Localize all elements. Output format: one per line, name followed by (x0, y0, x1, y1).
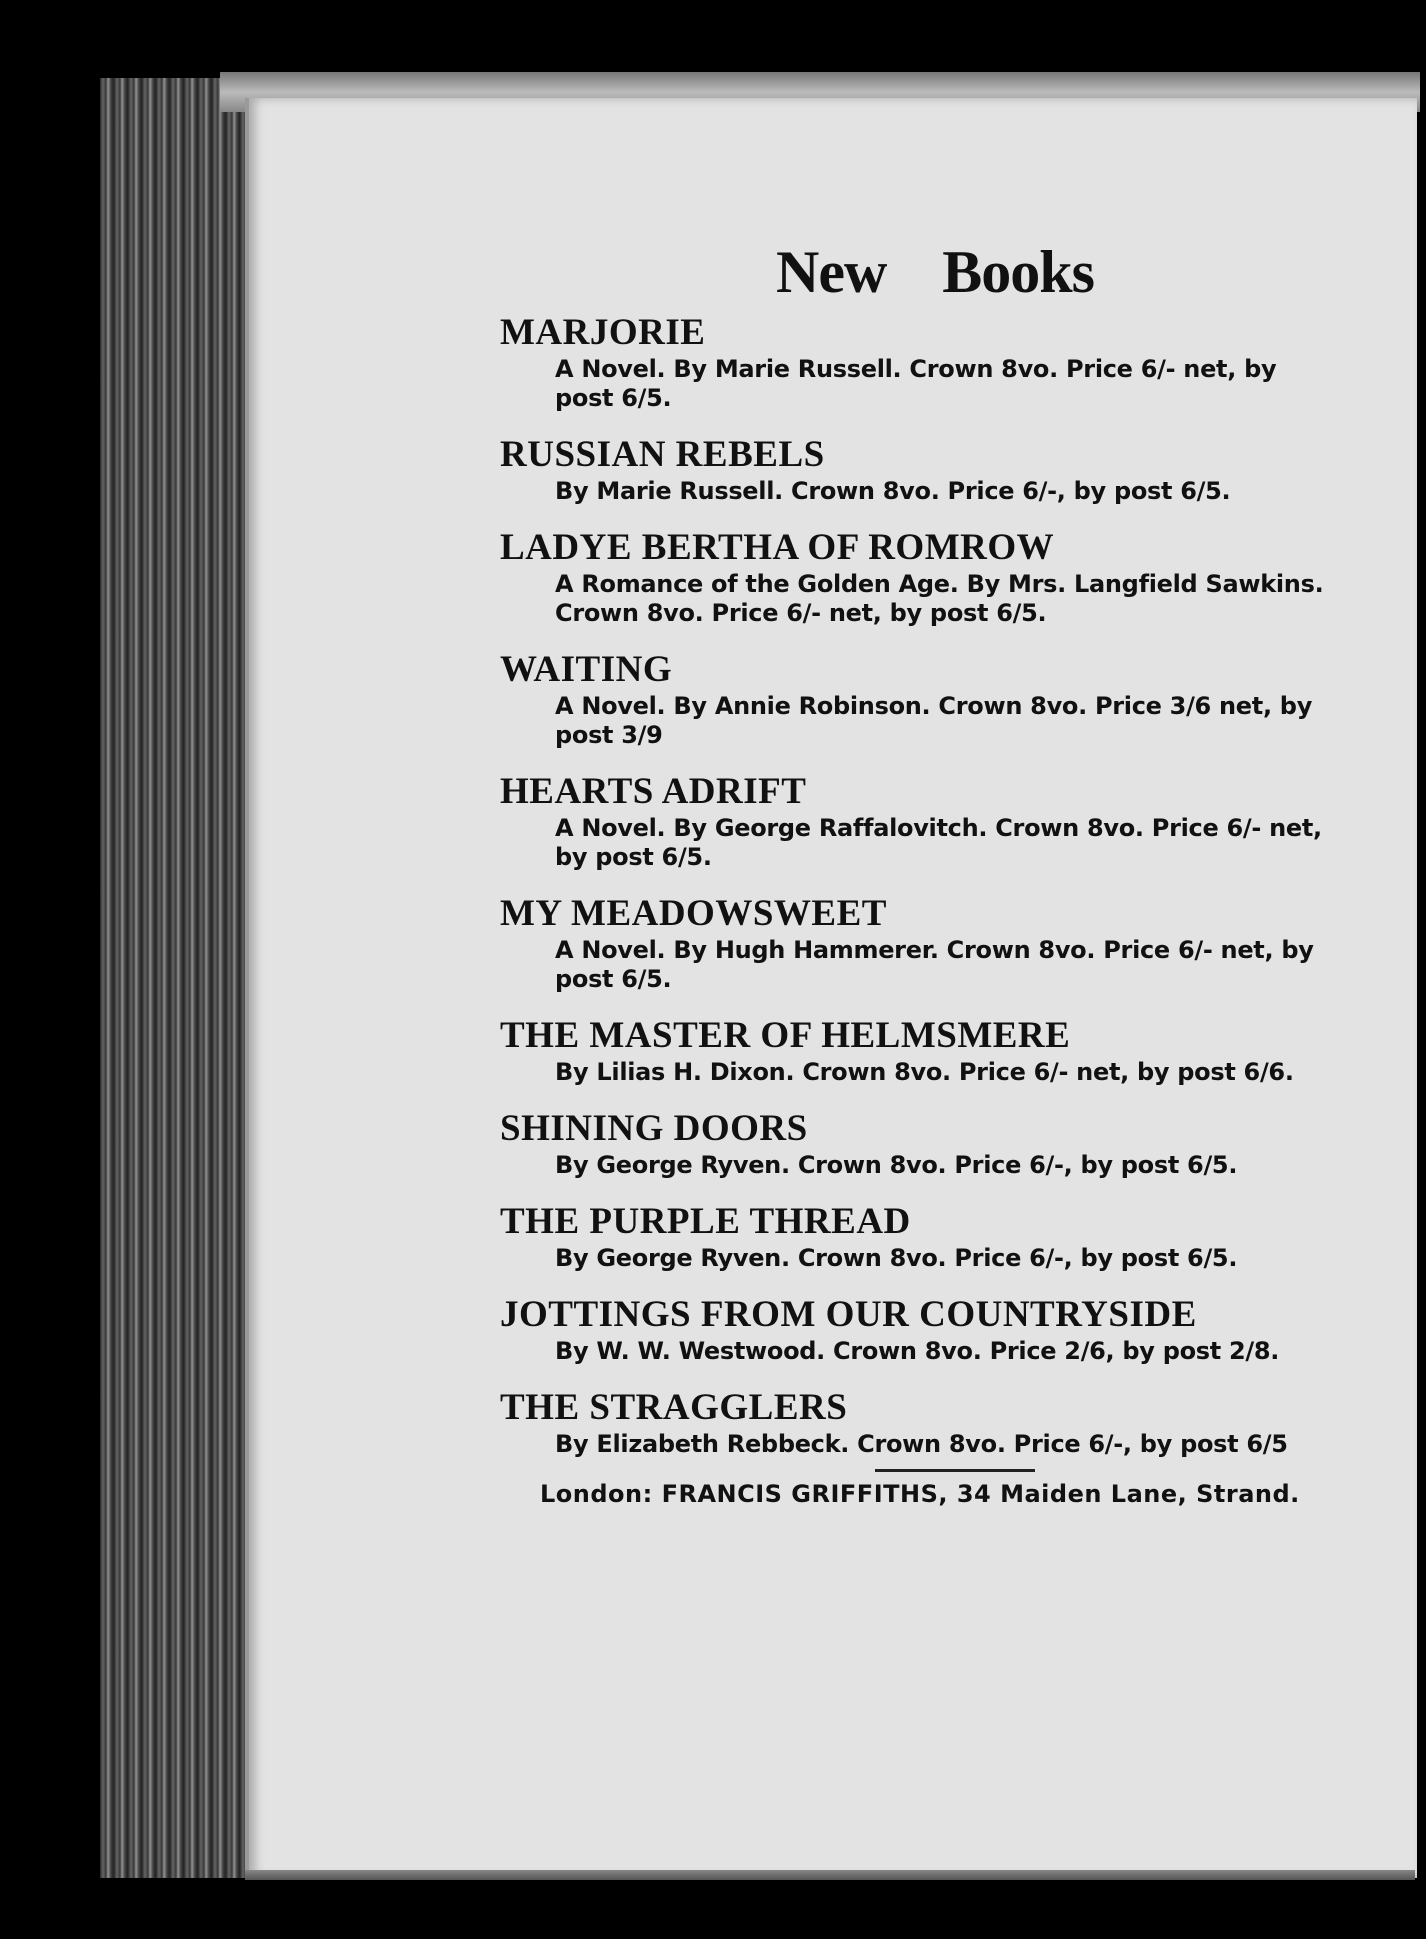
book-entry (500, 1107, 1330, 1180)
book-title: THE MASTER OF HELMSMERE (500, 1015, 1071, 1056)
book-details: By Lilias H. Dixon. Crown 8vo. Price 6/- net, by post 6/6. (555, 1058, 1294, 1086)
book-details: By Elizabeth Rebbeck. Crown 8vo. Price 6/-, by post 6/5 (555, 1430, 1288, 1458)
book-details: A Romance of the Golden Age. By Mrs. Langfield Sawkins. Crown 8vo. Price 6/- net, by post 6/5. (555, 570, 1324, 627)
book-entry (500, 526, 1330, 628)
book-entry (500, 1200, 1330, 1273)
book-title: THE STRAGGLERS (500, 1387, 848, 1428)
page-content (500, 238, 1330, 1508)
book-title: MARJORIE (500, 312, 706, 353)
book-entry (500, 1293, 1330, 1366)
book-entry (500, 1014, 1330, 1087)
book-entry (500, 311, 1330, 413)
book-entry (500, 770, 1330, 872)
book-details: By Marie Russell. Crown 8vo. Price 6/-, by post 6/5. (555, 477, 1231, 505)
book-title: THE PURPLE THREAD (500, 1201, 911, 1242)
publisher-imprint: London: FRANCIS GRIFFITHS, 34 Maiden Lane, Strand. (540, 1480, 1300, 1508)
page-title: New Books (775, 239, 1095, 305)
book-title: LADYE BERTHA OF ROMROW (500, 527, 1055, 568)
book-details: A Novel. By Annie Robinson. Crown 8vo. Price 3/6 net, by post 3/9 (555, 692, 1313, 749)
book-entry (500, 892, 1330, 994)
book-bottom-edge (245, 1870, 1415, 1880)
book-entry (500, 1386, 1330, 1459)
book-title: MY MEADOWSWEET (500, 893, 887, 934)
book-entry (500, 648, 1330, 750)
book-title: JOTTINGS FROM OUR COUNTRYSIDE (500, 1294, 1197, 1335)
book-title: WAITING (500, 649, 673, 690)
book-details: A Novel. By Hugh Hammerer. Crown 8vo. Price 6/- net, by post 6/5. (555, 936, 1314, 993)
book-title: RUSSIAN REBELS (500, 434, 825, 475)
book-entry (500, 433, 1330, 506)
book-details: By George Ryven. Crown 8vo. Price 6/-, by post 6/5. (555, 1151, 1238, 1179)
divider-rule (875, 1469, 1035, 1472)
book-details: A Novel. By Marie Russell. Crown 8vo. Price 6/- net, by post 6/5. (555, 355, 1277, 412)
book-details: By W. W. Westwood. Crown 8vo. Price 2/6, by post 2/8. (555, 1337, 1280, 1365)
book-details: By George Ryven. Crown 8vo. Price 6/-, by post 6/5. (555, 1244, 1238, 1272)
book-title: HEARTS ADRIFT (500, 771, 807, 812)
book-details: A Novel. By George Raffalovitch. Crown 8vo. Price 6/- net, by post 6/5. (555, 814, 1322, 871)
book-title: SHINING DOORS (500, 1108, 808, 1149)
